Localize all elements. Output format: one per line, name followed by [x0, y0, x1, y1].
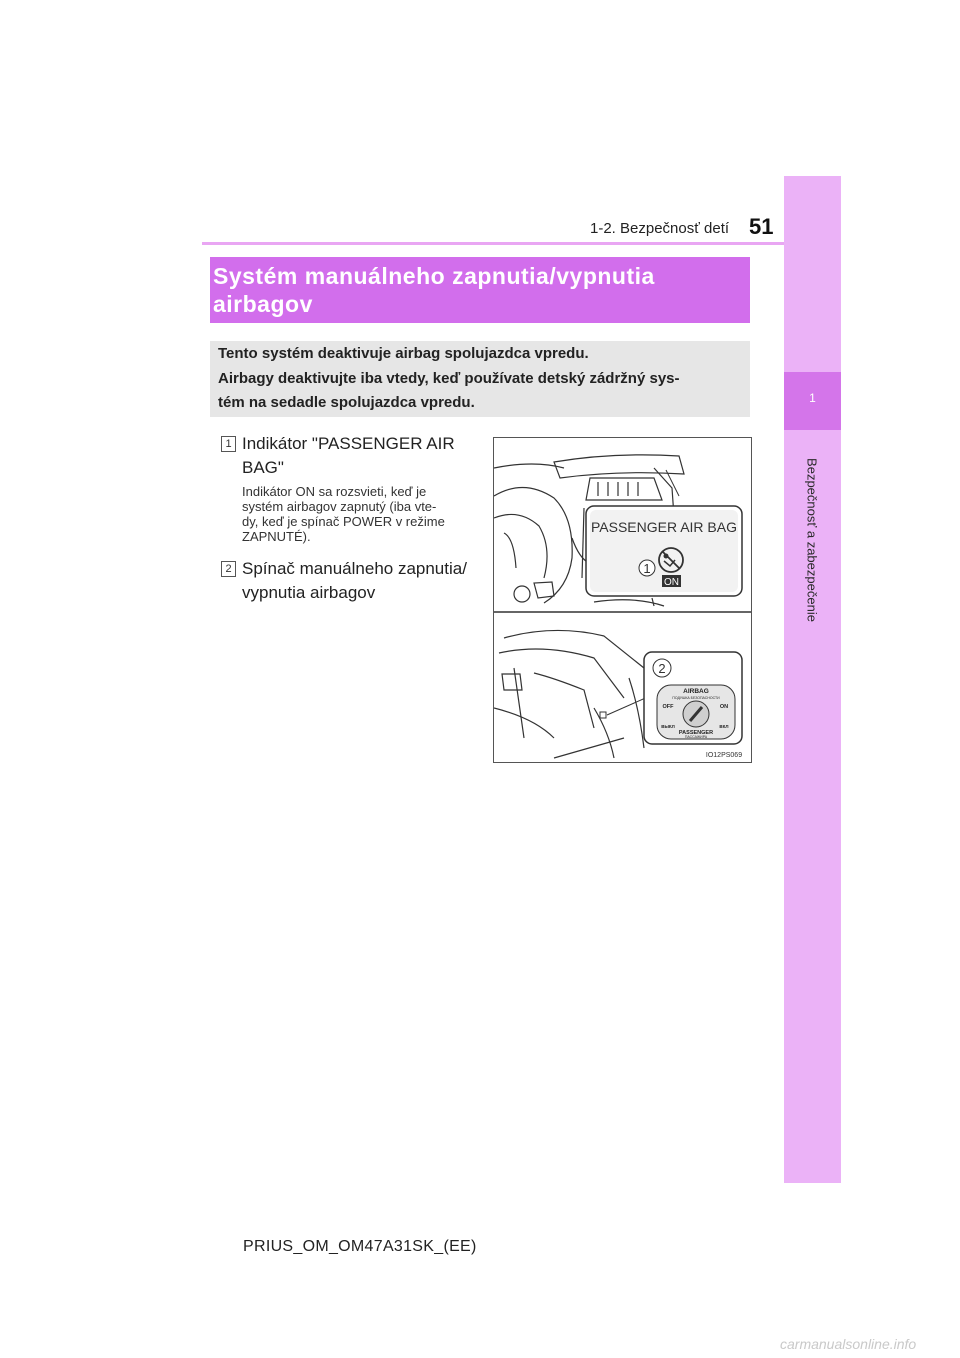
- switch-on-ru-label: ВКЛ: [719, 724, 729, 729]
- switch-airbag-ru-label: ПОДУШКА БЕЗОПАСНОСТИ: [672, 696, 720, 700]
- switch-passenger-ru-label: ПАССАЖИРА: [684, 735, 708, 739]
- page-number: 51: [749, 214, 774, 239]
- item-1-desc-line-2: systém airbagov zapnutý (iba vte-: [242, 499, 437, 514]
- intro-line-2: Airbagy deaktivujte iba vtedy, keď používate detský zádržný sys-: [218, 370, 680, 387]
- item-2-title: [242, 557, 478, 605]
- item-1-description: [242, 484, 478, 544]
- switch-off-label: OFF: [662, 704, 674, 710]
- item-1-number-badge: 1: [221, 436, 236, 452]
- indicator-label: PASSENGER AIR BAG: [590, 519, 738, 535]
- chapter-label: Bezpečnosť a zabezpečenie: [804, 458, 820, 622]
- switch-on-label: ON: [719, 704, 729, 710]
- callout-1-label: 1: [643, 561, 651, 576]
- section-title-line-2: airbagov: [213, 291, 313, 317]
- glovebox-lineart: [494, 630, 644, 758]
- item-1-desc-line-1: Indikátor ON sa rozsvieti, keď je: [242, 484, 427, 499]
- figure-code: IO12PS069: [705, 752, 743, 759]
- intro-line-1: Tento systém deaktivuje airbag spolujazdca vpredu.: [218, 345, 589, 362]
- switch-airbag-label: AIRBAG: [683, 688, 709, 695]
- item-2-title-line-2: vypnutia airbagov: [242, 583, 376, 602]
- item-1-title-line-2: BAG": [242, 458, 284, 477]
- callout-2-label: 2: [658, 661, 666, 676]
- item-1-title: [242, 432, 478, 480]
- chapter-number: 1: [809, 391, 816, 405]
- watermark: carmanualsonline.info: [780, 1336, 917, 1352]
- on-indicator-text: ON: [664, 577, 679, 588]
- item-2-number-badge: 2: [221, 561, 236, 577]
- dashboard-illustration: [493, 437, 752, 763]
- header-rule: [202, 242, 840, 245]
- switch-passenger-label: PASSENGER: [678, 730, 714, 736]
- intro-line-3: tém na sedadle spolujazdca vpredu.: [218, 394, 475, 411]
- chapter-side-tab: [784, 176, 841, 1183]
- item-1-desc-line-3: dy, keď je spínač POWER v režime: [242, 514, 445, 529]
- item-2-title-line-1: Spínač manuálneho zapnutia/: [242, 559, 467, 578]
- section-reference: 1-2. Bezpečnosť detí: [590, 220, 730, 237]
- item-1-title-line-1: [242, 432, 478, 456]
- switch-off-ru-label: ВЫКЛ: [661, 724, 675, 729]
- section-title-line-1: Systém manuálneho zapnutia/vypnutia: [213, 263, 655, 289]
- item-1-desc-line-4: ZAPNUTÉ).: [242, 529, 311, 544]
- item-1-title-text-1: Indikátor "PASSENGER AIR: [242, 434, 455, 453]
- document-code: PRIUS_OM_OM47A31SK_(EE): [243, 1238, 477, 1255]
